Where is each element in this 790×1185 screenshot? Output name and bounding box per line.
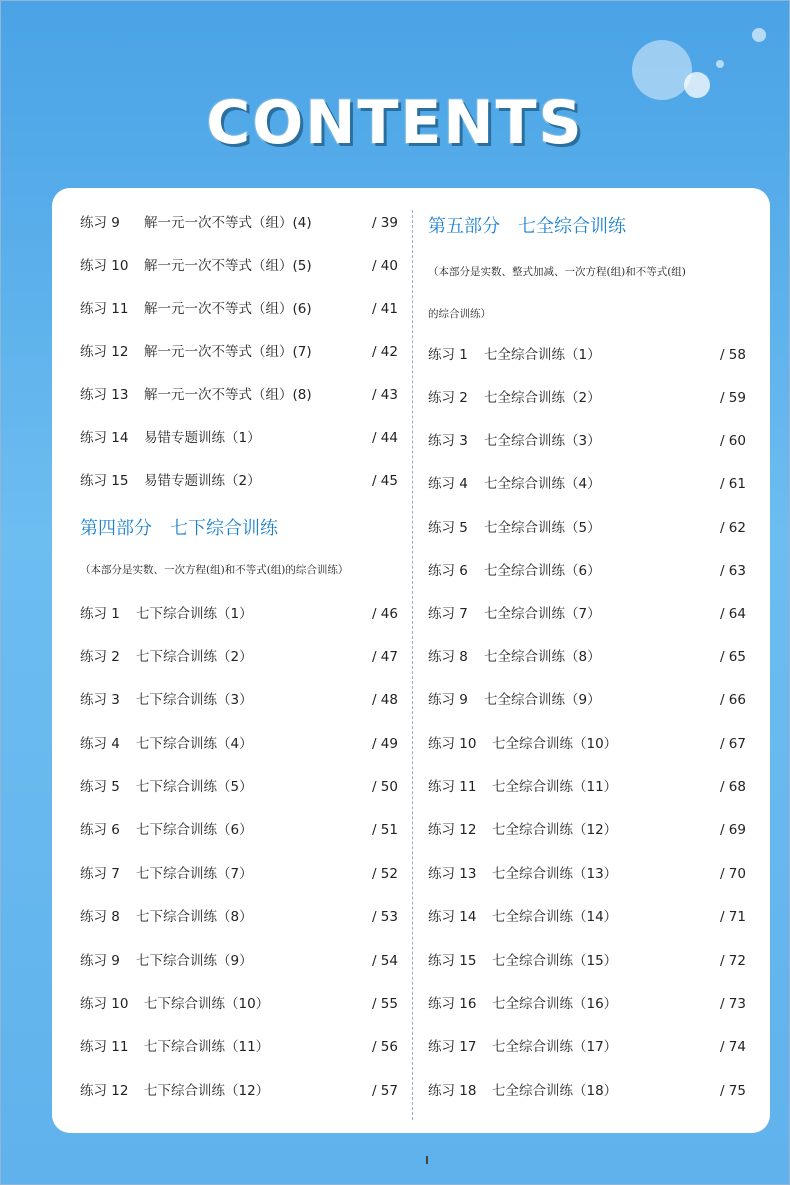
- entry-page: / 42: [371, 344, 398, 360]
- entry-number: 练习 6: [80, 822, 120, 838]
- entry-page: / 57: [371, 1083, 398, 1099]
- entry-page: / 64: [719, 606, 746, 622]
- entry-title: 七下综合训练（7）: [136, 866, 253, 882]
- toc-entry[interactable]: [428, 344, 746, 366]
- entry-number: 练习 11: [80, 1039, 129, 1055]
- entry-title: 七全综合训练（8）: [484, 649, 601, 665]
- toc-entry[interactable]: [428, 560, 746, 582]
- entry-title: 七全综合训练（5）: [484, 520, 601, 536]
- contents-panel: [52, 188, 770, 1133]
- toc-entry[interactable]: [80, 646, 398, 668]
- entry-title: 七全综合训练（4）: [484, 476, 601, 492]
- toc-entry[interactable]: [428, 517, 746, 539]
- entry-page: / 67: [719, 736, 746, 752]
- entry-title: 解一元一次不等式（组）(4): [144, 215, 312, 231]
- entry-page: / 69: [719, 822, 746, 838]
- entry-page: / 44: [371, 430, 398, 446]
- entry-number: 练习 9: [428, 692, 468, 708]
- entry-page: / 56: [371, 1039, 398, 1055]
- entry-title: 七下综合训练（1）: [136, 606, 253, 622]
- page-title: CONTENTS: [206, 88, 584, 158]
- entry-page: / 59: [719, 390, 746, 406]
- decorative-bubble: [752, 28, 766, 42]
- toc-entry[interactable]: [80, 689, 398, 711]
- section-note-part5-line2: 的综合训练）: [428, 308, 491, 320]
- section-heading-part4: 第四部分 七下综合训练: [80, 518, 278, 539]
- entry-number: 练习 7: [80, 866, 120, 882]
- toc-entry[interactable]: [428, 1036, 746, 1058]
- decorative-bubble: [716, 60, 724, 68]
- entry-number: 练习 3: [428, 433, 468, 449]
- entry-page: / 75: [719, 1083, 746, 1099]
- entry-number: 练习 8: [80, 909, 120, 925]
- entry-title: 解一元一次不等式（组）(6): [144, 301, 312, 317]
- entry-page: / 39: [371, 215, 398, 231]
- entry-title: 七下综合训练（10）: [144, 996, 270, 1012]
- entry-title: 七下综合训练（8）: [136, 909, 253, 925]
- entry-title: 解一元一次不等式（组）(5): [144, 258, 312, 274]
- toc-entry[interactable]: [428, 430, 746, 452]
- entry-number: 练习 13: [428, 866, 477, 882]
- entry-number: 练习 1: [428, 347, 468, 363]
- toc-entry[interactable]: [428, 950, 746, 972]
- entry-title: 七全综合训练（13）: [492, 866, 618, 882]
- entry-title: 七全综合训练（18）: [492, 1083, 618, 1099]
- page-mark: [426, 1156, 428, 1164]
- entry-page: / 53: [371, 909, 398, 925]
- entry-number: 练习 7: [428, 606, 468, 622]
- entry-number: 练习 1: [80, 606, 120, 622]
- entry-number: 练习 14: [80, 430, 129, 446]
- toc-entry[interactable]: [80, 863, 398, 885]
- entry-title: 七全综合训练（11）: [492, 779, 618, 795]
- toc-entry[interactable]: [80, 427, 398, 449]
- entry-page: / 58: [719, 347, 746, 363]
- entry-title: 七下综合训练（4）: [136, 736, 253, 752]
- column-divider: [412, 210, 413, 1120]
- entry-number: 练习 10: [80, 258, 129, 274]
- section-note-part5-line1: （本部分是实数、整式加减、一次方程(组)和不等式(组): [428, 266, 686, 278]
- section-heading-part5: 第五部分 七全综合训练: [428, 216, 626, 237]
- entry-number: 练习 11: [428, 779, 477, 795]
- toc-entry[interactable]: [428, 1080, 746, 1102]
- toc-entry[interactable]: [80, 906, 398, 928]
- toc-entry[interactable]: [80, 776, 398, 798]
- entry-title: 七下综合训练（3）: [136, 692, 253, 708]
- entry-title: 七下综合训练（11）: [144, 1039, 270, 1055]
- entry-number: 练习 12: [428, 822, 477, 838]
- entry-number: 练习 4: [80, 736, 120, 752]
- entry-title: 解一元一次不等式（组）(7): [144, 344, 312, 360]
- toc-entry[interactable]: [80, 993, 398, 1015]
- entry-title: 七全综合训练（6）: [484, 563, 601, 579]
- toc-entry[interactable]: [80, 212, 398, 234]
- section-note-part4: （本部分是实数、一次方程(组)和不等式(组)的综合训练）: [80, 564, 349, 576]
- toc-entry[interactable]: [80, 950, 398, 972]
- entry-number: 练习 2: [80, 649, 120, 665]
- entry-page: / 50: [371, 779, 398, 795]
- toc-entry[interactable]: [80, 733, 398, 755]
- entry-number: 练习 14: [428, 909, 477, 925]
- entry-number: 练习 15: [80, 473, 129, 489]
- entry-number: 练习 3: [80, 692, 120, 708]
- entry-page: / 54: [371, 953, 398, 969]
- toc-entry[interactable]: [80, 255, 398, 277]
- toc-entry[interactable]: [80, 341, 398, 363]
- entry-title: 七全综合训练（15）: [492, 953, 618, 969]
- entry-number: 练习 11: [80, 301, 129, 317]
- entry-page: / 45: [371, 473, 398, 489]
- toc-entry[interactable]: [80, 470, 398, 492]
- entry-page: / 55: [371, 996, 398, 1012]
- entry-page: / 51: [371, 822, 398, 838]
- entry-title: 七下综合训练（9）: [136, 953, 253, 969]
- entry-number: 练习 5: [80, 779, 120, 795]
- entry-page: / 52: [371, 866, 398, 882]
- entry-page: / 41: [371, 301, 398, 317]
- entry-title: 七全综合训练（1）: [484, 347, 601, 363]
- entry-page: / 48: [371, 692, 398, 708]
- entry-page: / 43: [371, 387, 398, 403]
- toc-entry[interactable]: [428, 906, 746, 928]
- entry-title: 七全综合训练（17）: [492, 1039, 618, 1055]
- toc-entry[interactable]: [80, 603, 398, 625]
- entry-page: / 49: [371, 736, 398, 752]
- entry-number: 练习 16: [428, 996, 477, 1012]
- entry-title: 七全综合训练（14）: [492, 909, 618, 925]
- toc-entry[interactable]: [80, 298, 398, 320]
- entry-page: / 63: [719, 563, 746, 579]
- entry-page: / 71: [719, 909, 746, 925]
- toc-entry[interactable]: [80, 1080, 398, 1102]
- entry-title: 解一元一次不等式（组）(8): [144, 387, 312, 403]
- entry-number: 练习 9: [80, 953, 120, 969]
- toc-entry[interactable]: [80, 384, 398, 406]
- entry-title: 七全综合训练（2）: [484, 390, 601, 406]
- entry-title: 七下综合训练（5）: [136, 779, 253, 795]
- entry-title: 七全综合训练（12）: [492, 822, 618, 838]
- entry-page: / 73: [719, 996, 746, 1012]
- entry-number: 练习 15: [428, 953, 477, 969]
- entry-page: / 74: [719, 1039, 746, 1055]
- toc-entry[interactable]: [428, 993, 746, 1015]
- entry-title: 七下综合训练（12）: [144, 1083, 270, 1099]
- entry-title: 七全综合训练（10）: [492, 736, 618, 752]
- entry-number: 练习 5: [428, 520, 468, 536]
- entry-number: 练习 12: [80, 1083, 129, 1099]
- entry-number: 练习 6: [428, 563, 468, 579]
- toc-entry[interactable]: [428, 387, 746, 409]
- toc-entry[interactable]: [428, 733, 746, 755]
- entry-title: 易错专题训练（2）: [144, 473, 261, 489]
- entry-number: 练习 17: [428, 1039, 477, 1055]
- entry-title: 七全综合训练（9）: [484, 692, 601, 708]
- toc-entry[interactable]: [428, 776, 746, 798]
- toc-entry[interactable]: [80, 1036, 398, 1058]
- entry-page: / 62: [719, 520, 746, 536]
- entry-page: / 46: [371, 606, 398, 622]
- entry-page: / 72: [719, 953, 746, 969]
- entry-page: / 68: [719, 779, 746, 795]
- toc-entry[interactable]: [428, 473, 746, 495]
- entry-number: 练习 9: [80, 215, 120, 231]
- entry-number: 练习 12: [80, 344, 129, 360]
- entry-page: / 47: [371, 649, 398, 665]
- entry-number: 练习 10: [428, 736, 477, 752]
- entry-title: 七全综合训练（3）: [484, 433, 601, 449]
- entry-page: / 70: [719, 866, 746, 882]
- entry-title: 七下综合训练（6）: [136, 822, 253, 838]
- entry-number: 练习 2: [428, 390, 468, 406]
- entry-number: 练习 10: [80, 996, 129, 1012]
- entry-page: / 65: [719, 649, 746, 665]
- toc-entry[interactable]: [428, 819, 746, 841]
- entry-number: 练习 8: [428, 649, 468, 665]
- entry-page: / 40: [371, 258, 398, 274]
- entry-title: 七全综合训练（7）: [484, 606, 601, 622]
- entry-number: 练习 4: [428, 476, 468, 492]
- entry-number: 练习 18: [428, 1083, 477, 1099]
- entry-title: 七全综合训练（16）: [492, 996, 618, 1012]
- toc-entry[interactable]: [428, 603, 746, 625]
- entry-title: 易错专题训练（1）: [144, 430, 261, 446]
- toc-entry[interactable]: [428, 689, 746, 711]
- entry-number: 练习 13: [80, 387, 129, 403]
- entry-title: 七下综合训练（2）: [136, 649, 253, 665]
- entry-page: / 66: [719, 692, 746, 708]
- toc-entry[interactable]: [428, 863, 746, 885]
- entry-page: / 60: [719, 433, 746, 449]
- entry-page: / 61: [719, 476, 746, 492]
- toc-entry[interactable]: [428, 646, 746, 668]
- toc-entry[interactable]: [80, 819, 398, 841]
